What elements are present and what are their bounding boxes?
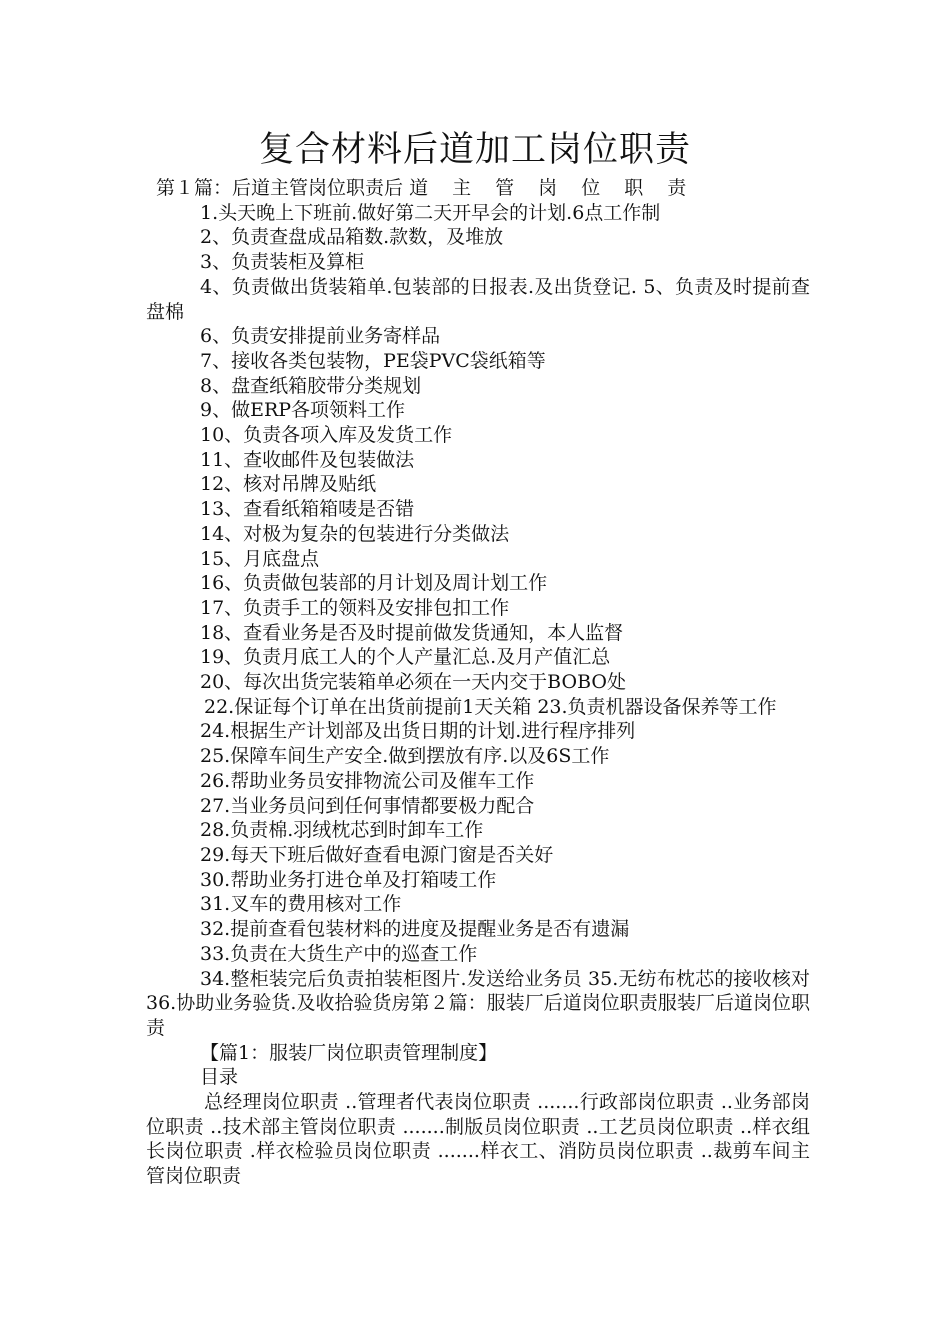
part1-heading-spaced: 道 主 管 岗 位 职 责 (409, 177, 696, 199)
list-item: 30.帮助业务打进仓单及打箱唛工作 (200, 868, 497, 891)
list-item: 16、负责做包装部的月计划及周计划工作 (200, 572, 548, 595)
list-item: 28.负责棉.羽绒枕芯到时卸车工作 (200, 819, 484, 842)
list-item: 4、负责做出货装箱单.包装部的日报表.及出货登记. 5、负责及时提前查盘棉 (146, 275, 810, 323)
toc-text: 总经理岗位职责 ..管理者代表岗位职责 .......行政部岗位职责 ..业务部岗位职责 ..技术部主管岗位职责 .......制版员岗位职责 ..工艺员岗位职责 ..样衣组长岗位职责 .样衣检验员岗位职责 .......样衣工、消防员岗位职责 ..裁剪车间主管岗位职责 (146, 1091, 810, 1188)
toc-label: 目录 (200, 1066, 239, 1089)
list-item: 6、负责安排提前业务寄样品 (200, 325, 441, 348)
list-item: 13、查看纸箱箱唛是否错 (200, 498, 415, 521)
list-item: 3、负责装柜及算柜 (200, 251, 365, 274)
list-item: 31.叉车的费用核对工作 (200, 893, 402, 916)
list-item: 1.头天晚上下班前.做好第二天开早会的计划.6点工作制 (200, 201, 661, 224)
list-item: 25.保障车间生产安全.做到摆放有序.以及6S工作 (200, 745, 610, 768)
part1-heading-text: 第１篇：后道主管岗位职责后 (156, 177, 404, 199)
list-item: 7、接收各类包装物，PE袋PVC袋纸箱等 (200, 349, 546, 372)
list-item: 32.提前查看包装材料的进度及提醒业务是否有遗漏 (200, 918, 630, 941)
list-item: 10、负责各项入库及发货工作 (200, 424, 453, 447)
list-item: 33.负责在大货生产中的巡查工作 (200, 942, 478, 965)
list-item: 8、盘查纸箱胶带分类规划 (200, 374, 422, 397)
list-item: 20、每次出货完装箱单必须在一天内交于BOBO处 (200, 671, 626, 694)
list-item: 17、负责手工的领料及安排包扣工作 (200, 596, 510, 619)
list-item: 18、查看业务是否及时提前做发货通知，本人监督 (200, 621, 624, 644)
document-body (146, 176, 810, 1189)
part1-heading (146, 176, 810, 201)
document-title: 复合材料后道加工岗位职责 (258, 130, 691, 170)
list-item: 15、月底盘点 (200, 547, 320, 570)
list-item: 22.保证每个订单在出货前提前1天关箱 23.负责机器设备保养等工作 (204, 695, 777, 718)
list-item: 27.当业务员问到任何事情都要极力配合 (200, 794, 535, 817)
part2-subheading: 【篇1：服装厂岗位职责管理制度】 (200, 1041, 498, 1064)
list-item: 34.整柜装完后负责拍装柜图片.发送给业务员 35.无纺布枕芯的接收核对 36.协助业务验货.及收拾验货房第２篇：服装厂后道岗位职责服装厂后道岗位职责 (146, 967, 810, 1039)
list-item: 12、核对吊牌及贴纸 (200, 473, 377, 496)
list-item: 9、做ERP各项领料工作 (200, 399, 406, 422)
list-item: 29.每天下班后做好查看电源门窗是否关好 (200, 843, 554, 866)
list-item: 2、负责查盘成品箱数.款数，及堆放 (200, 226, 504, 249)
list-item: 19、负责月底工人的个人产量汇总.及月产值汇总 (200, 646, 611, 669)
list-item: 24.根据生产计划部及出货日期的计划.进行程序排列 (200, 720, 636, 743)
list-item: 14、对极为复杂的包装进行分类做法 (200, 522, 510, 545)
list-item: 26.帮助业务员安排物流公司及催车工作 (200, 769, 535, 792)
list-item: 11、查收邮件及包装做法 (200, 448, 415, 471)
